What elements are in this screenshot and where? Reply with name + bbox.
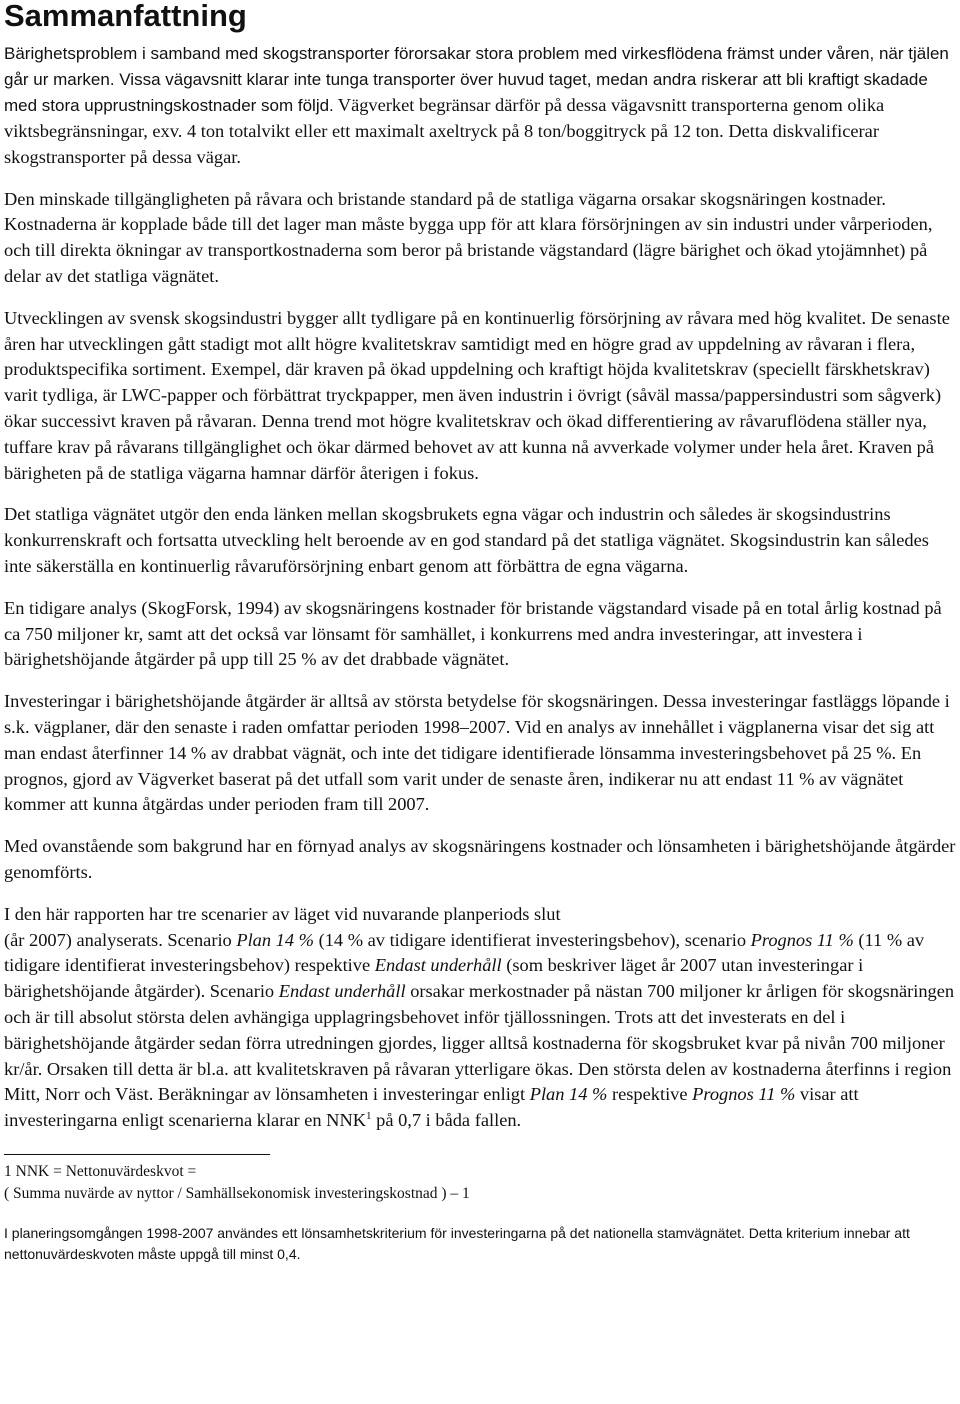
p8-italic-plan14: Plan 14 % xyxy=(236,929,314,950)
planning-note: I planeringsomgången 1998-2007 användes ett lönsamhetskriterium för investeringarna på det nationella stamvägnätet. Detta kriterium innebar att nettonuvärdeskvoten måste uppgå till minst 0,4. xyxy=(4,1224,910,1262)
paragraph-5: En tidigare analys (SkogForsk, 1994) av skogsnäringens kostnader för bristande vägstandard visade på en total årlig kostnad på ca 750 miljoner kr, samt att det också var lönsamt för samhället, i konkurrens med andra investeringar, att investera i bärighetshöjande åtgärder på upp till 25 % av det drabbade vägnätet. xyxy=(4,597,942,670)
page-title: Sammanfattning xyxy=(4,0,247,33)
p8-italic-endast-underhall-2: Endast underhåll xyxy=(278,981,406,1002)
p8-text-7: respektive xyxy=(607,1084,693,1105)
paragraph-2-part-b: Kostnaderna är kopplade både till det lager man måste bygga upp för att klara försörjningen av sin industri under vårperioden, och till direkta ökningar av transportkostnaderna som beror på bristande vägstandard (lägre bärighet och ökad ytojämnhet) på delar av det statliga vägnätet. xyxy=(4,214,933,286)
paragraph-1 xyxy=(4,41,957,171)
footnote-mark: 1 xyxy=(4,1162,12,1180)
paragraph-7: Med ovanstående som bakgrund har en förnyad analys av skogsnäringens kostnader och lönsamheten i bärighetshöjande åtgärder genomförts. xyxy=(4,836,956,882)
footnote xyxy=(4,1161,957,1205)
paragraph-4: Det statliga vägnätet utgör den enda länken mellan skogsbrukets egna vägar och industrin och således är skogsindustrins konkurrenskraft och fortsatta utveckling helt beroende av en god standard på det statliga vägnätet. Skogsindustrin kan således inte säkerställa en kontinuerlig råvaruförsörjning enbart genom att förbättra de egna vägarna. xyxy=(4,504,929,576)
paragraph-1-serif-part: Vägverket begränsar därför på dessa vägavsnitt transporterna genom olika viktsbegränsningar, exv. 4 ton totalvikt eller ett maximalt axeltryck på 8 ton/boggitryck på 12 ton. Detta diskvalificerar skogstransporter på dessa vägar. xyxy=(4,95,885,167)
p8-italic-plan14-2: Plan 14 % xyxy=(529,1084,608,1105)
paragraph-3: Utvecklingen av svensk skogsindustri bygger allt tydligare på en kontinuerlig försörjning av råvara med hög kvalitet. De senaste åren har utvecklingen gått stadigt mot allt högre kvalitetskrav samtidigt med en högre grad av uppdelning av råvaran i flera, produktspecifika sortiment. Exempel, där kraven på ökad uppdelning och kraftigt höjda kvalitetskrav (speciellt färskhetskrav) varit tydliga, är LWC-papper och förbättrat tryckpapper, men även industrin i övrigt (såväl massa/pappersindustri som sågverk) ökar successivt kraven på råvaran. Denna trend mot högre kvalitetskrav och ökad differentiering av råvaruflödena ställer nya, tuffare krav på råvarans tillgänglighet och ökar därmed behovet av att kunna nå avverkade volymer under hela året. Kraven på bärigheten på de statliga vägarna hamnar därför återigen i fokus. xyxy=(4,307,950,483)
p8-text-3: (14 % av tidigare identifierat investeringsbehov), scenario xyxy=(313,929,751,950)
p8-text-9: på 0,7 i båda fallen. xyxy=(371,1110,522,1131)
p8-text-1: I den här rapporten har tre scenarier av läget vid nuvarande planperiods slut xyxy=(4,903,561,924)
paragraph-1-sans-part: Bärighetsproblem i samband med skogstransporter förorsakar stora problem med virkesflödena främst under våren, när tjälen går ur marken. Vissa vägavsnitt klarar inte tunga transporter över huvud taget, medan andra riskerar att bli kraftigt skadade med stora upprustningskostnader som följd. xyxy=(4,44,949,115)
p8-text-8: visar att investeringarna enligt scenarierna klarar en NNK xyxy=(4,1084,859,1131)
footnote-definition: NNK = Nettonuvärdeskvot = xyxy=(11,1162,197,1180)
p8-text-2: (år 2007) analyserats. Scenario xyxy=(4,929,237,950)
p8-text-6: orsakar merkostnader på nästan 700 miljoner kr årligen för skogsnäringen och är till absolut största delen avhängiga upplagringsbehovet inför tjällossningen. Trots att det investerats en del i bärighetshöjande åtgärder sedan förra utredningen gjordes, ligger alltså kostnaderna för skogsbruket kvar på nivån 700 miljoner kr/år. Orsaken till detta är bl.a. att kvalitetskraven på råvaran ytterligare ökas. Den största delen av kostnaderna återfinns i region Mitt, Norr och Väst. Beräkningar av lönsamheten i investeringar enligt xyxy=(4,981,955,1105)
footnote-line-1 xyxy=(4,1161,957,1183)
p8-text-4: (11 % av tidigare identifierat investeringsbehov) respektive xyxy=(4,929,925,976)
footnote-divider xyxy=(4,1154,270,1155)
footnote-line-2: ( Summa nuvärde av nyttor / Samhällsekonomisk investeringskostnad ) – 1 xyxy=(4,1184,470,1202)
p8-italic-endast-underhall: Endast underhåll xyxy=(374,955,502,976)
p8-italic-prognos11: Prognos 11 % xyxy=(750,929,854,950)
paragraph-8 xyxy=(4,902,957,1134)
p8-text-5: (som beskriver läget år 2007 utan investeringar i bärighetshöjande åtgärder). Scenario xyxy=(4,955,864,1002)
paragraph-2 xyxy=(4,187,957,290)
footnote-reference: 1 xyxy=(366,1109,372,1122)
paragraph-6: Investeringar i bärighetshöjande åtgärder är alltså av största betydelse för skogsnäringen. Dessa investeringar fastläggs löpande i s.k. vägplaner, där den senaste i raden omfattar perioden 1998–2007. Vid en analys av innehållet i vägplanerna visar det sig att man endast återfinner 14 % av drabbat vägnät, och inte det tidigare identifierade lönsamma investeringsbehovet på 25 %. En prognos, gjord av Vägverket baserat på det utfall som varit under de senaste åren, indikerar nu att endast 11 % av vägnätet kommer att kunna åtgärdas under perioden fram till 2007. xyxy=(4,691,950,815)
paragraph-2-part-a: Den minskade tillgängligheten på råvara och bristande standard på de statliga vägarna orsakar skogsnäringen kostnader. xyxy=(4,188,886,209)
p8-italic-prognos11-2: Prognos 11 % xyxy=(692,1084,796,1105)
